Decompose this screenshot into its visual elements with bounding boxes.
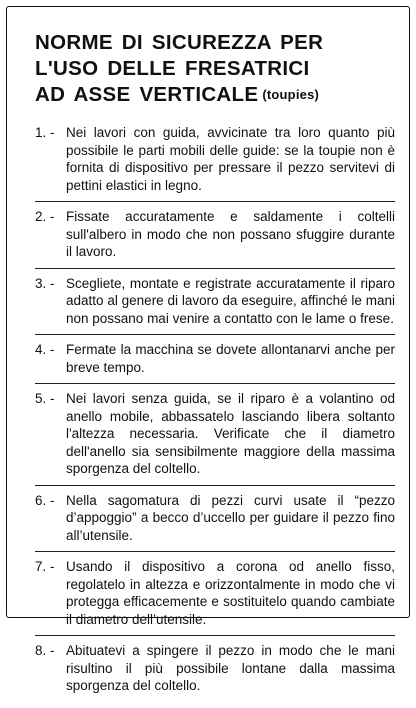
rule-text: Usando il dispositivo a corona od anello fisso, regolatelo in altezza e orizzontalmente in modo che vi protegga efficacemente e sostituitelo quando cambiate il diametro dell’utensile. <box>66 559 395 627</box>
rule-number: 5. - <box>35 391 55 406</box>
title-subtitle: (toupies) <box>262 87 320 102</box>
rule-item-2 <box>35 208 395 269</box>
rule-text: Nei lavori con guida, avvicinate tra loro quanto più possibile le parti mobili delle guide: se la toupie non è fornita di dispositivo per pressare il pezzo servitevi di pettini elastici in legno. <box>66 125 395 193</box>
rule-number: 4. - <box>35 342 55 357</box>
rules-list <box>35 124 395 708</box>
rule-text: Fermate la macchina se dovete allontanarvi anche per breve tempo. <box>66 342 395 375</box>
rule-text: Nella sagomatura di pezzi curvi usate il “pezzo d’appoggio” a becco d’uccello per guidare il pezzo fino all’utensile. <box>66 492 395 543</box>
title-line-3 <box>35 82 397 108</box>
rule-number: 8. - <box>35 643 55 658</box>
rule-number: 7. - <box>35 559 55 574</box>
rule-item-4 <box>35 341 395 384</box>
rule-text: Abituatevi a spingere il pezzo in modo che le mani risultino il più possibile lontane dalla massima sporgenza del coltello. <box>66 643 395 693</box>
rule-text: Scegliete, montate e registrate accuratamente il riparo adatto al genere di lavoro da eseguire, affinché le mani non possano mai venire a contatto con le lame o frese. <box>66 275 395 326</box>
rule-number: 1. - <box>35 125 55 140</box>
rule-text: Fissate accuratamente e saldamente i coltelli sull'albero in modo che non possano sfuggire durante il lavoro. <box>66 209 395 259</box>
title-line-1: NORME DI SICUREZZA PER <box>35 31 324 54</box>
rule-text: Nei lavori senza guida, se il riparo è a volantino od anello mobile, abbassatelo lasciando libera soltanto l'altezza necessaria. Verificate che il diametro dell'anello sia sensibilmente maggiore della massima sporgenza del coltello. <box>66 391 395 476</box>
sign-title <box>35 30 397 108</box>
rule-item-7 <box>35 558 395 636</box>
title-line-2: L'USO DELLE FRESATRICI <box>35 57 310 80</box>
rule-number: 3. - <box>35 275 55 291</box>
rule-item-5 <box>35 390 395 486</box>
rule-item-6 <box>35 492 395 553</box>
title-line-3-text: AD ASSE VERTICALE <box>35 83 259 106</box>
rule-item-1 <box>35 124 395 202</box>
rule-number: 2. - <box>35 209 55 224</box>
rule-item-3 <box>35 275 395 336</box>
rule-number: 6. - <box>35 492 55 508</box>
safety-sign <box>6 6 410 693</box>
rule-item-8 <box>35 642 395 702</box>
